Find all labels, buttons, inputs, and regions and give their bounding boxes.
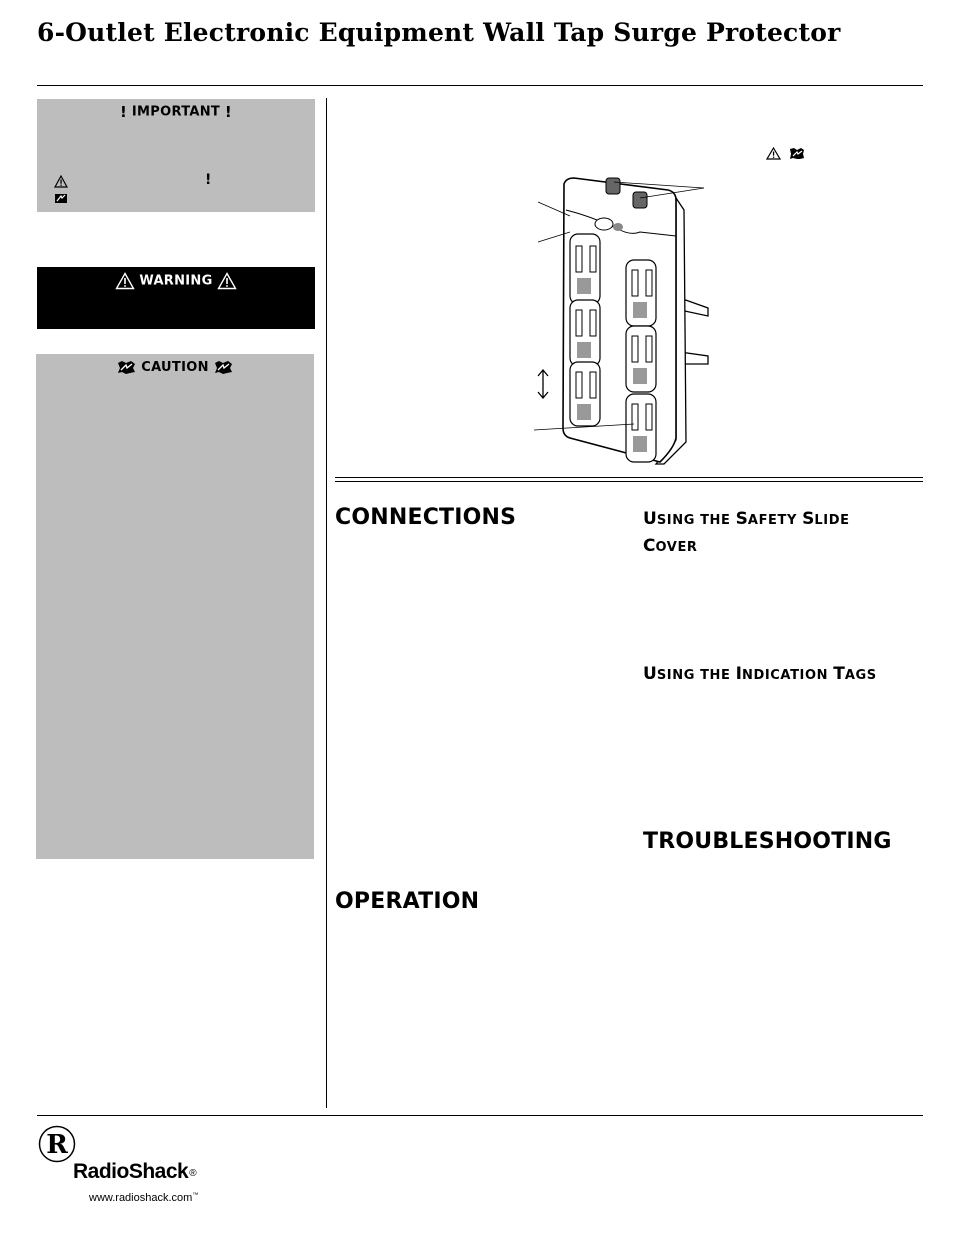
exclamation-icon: ! [119, 103, 128, 121]
caution-box [36, 354, 314, 859]
warning-label: WARNING [139, 273, 213, 289]
caution-spark-icon [54, 192, 68, 204]
caution-heading [36, 360, 314, 375]
double-arrow-icon [536, 369, 550, 399]
troubleshooting-heading: TROUBLESHOOTING [643, 829, 892, 854]
connections-heading: CONNECTIONS [335, 505, 517, 530]
footer-rule [37, 1115, 923, 1116]
warning-triangle-icon [766, 147, 781, 160]
warning-triangle-icon [54, 175, 68, 188]
exclamation-icon: ! [205, 172, 212, 188]
registered-mark: ® [189, 1168, 197, 1179]
important-box [37, 99, 315, 212]
important-label: IMPORTANT [131, 104, 221, 120]
warning-triangle-icon [217, 272, 237, 290]
brand-logo: RadioShack® [73, 1160, 197, 1183]
document-title: 6-Outlet Electronic Equipment Wall Tap Surge Protector [37, 18, 841, 47]
operation-heading: OPERATION [335, 889, 480, 914]
caution-spark-icon [214, 360, 233, 375]
safety-slide-cover-heading: USING THE SAFETY SLIDE COVER [643, 509, 850, 556]
surge-protector-illustration [530, 170, 720, 470]
column-divider [326, 98, 327, 1108]
warning-triangle-icon [115, 272, 135, 290]
warning-heading [37, 272, 315, 290]
important-heading [37, 103, 315, 121]
radioshack-logo-circle [38, 1125, 76, 1163]
warning-box [37, 267, 315, 329]
title-rule [37, 85, 923, 86]
caution-label: CAUTION [141, 360, 209, 375]
caution-spark-icon [117, 360, 136, 375]
section-rule [335, 477, 923, 478]
logo-letter: R [46, 1130, 68, 1160]
section-rule [335, 481, 923, 482]
website-link[interactable]: www.radioshack.com™ [89, 1192, 199, 1204]
indication-tags-heading: USING THE INDICATION TAGS [643, 664, 877, 684]
exclamation-icon: ! [224, 103, 233, 121]
caution-spark-icon [789, 147, 805, 160]
